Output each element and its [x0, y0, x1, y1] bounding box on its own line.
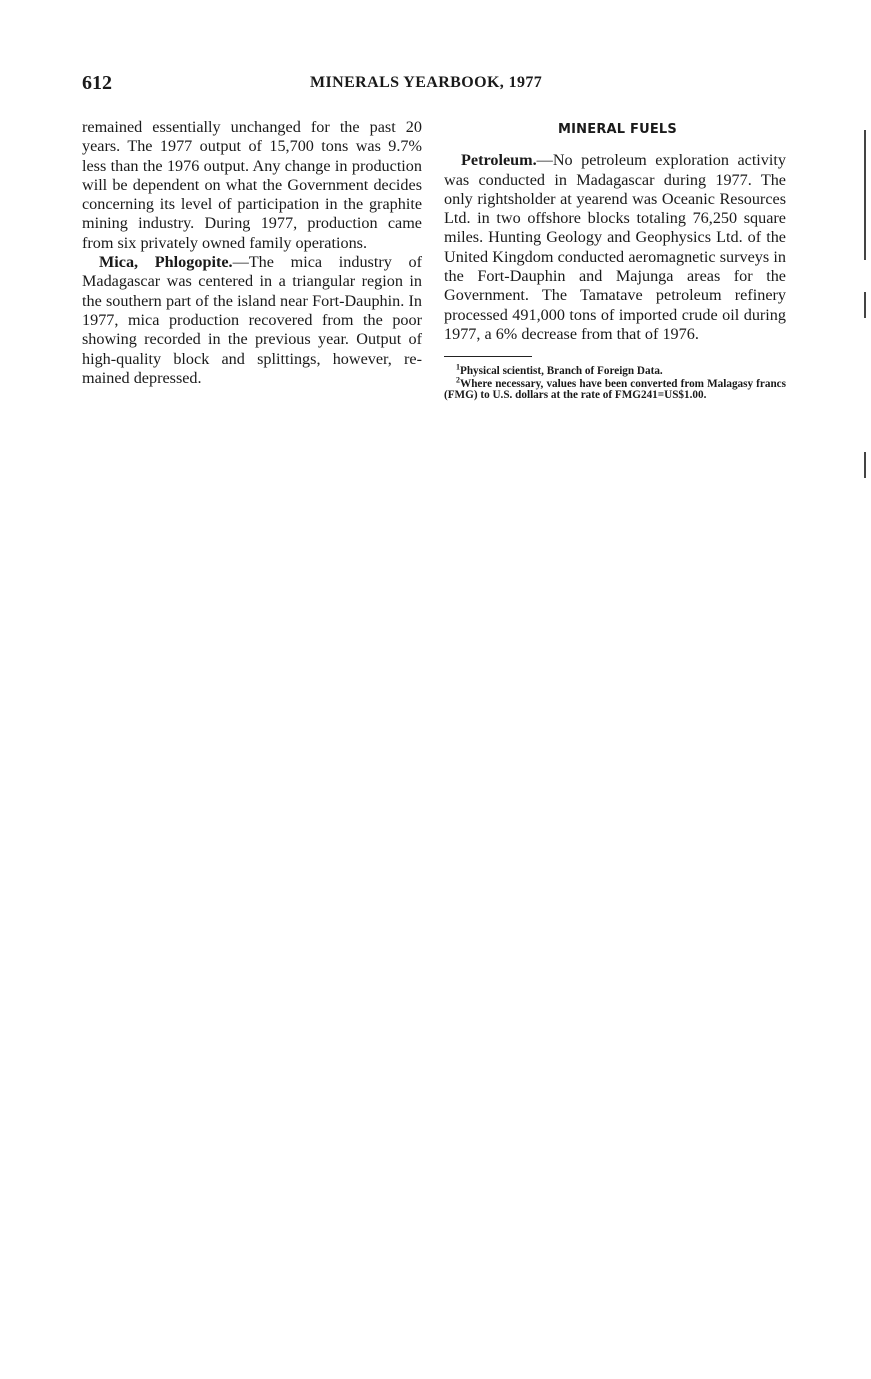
footnote-2-marker: 2: [456, 375, 460, 385]
petroleum-run-in-heading: Petroleum.: [461, 151, 537, 170]
footnote-2: [444, 375, 786, 402]
footnote-2-text: Where necessary, values have been converted from Malagasy francs (FMG) to U.S. dollars at the rate of FMG241=US$1.00.: [444, 377, 786, 402]
footnote-1-marker: 1: [456, 362, 460, 372]
mica-run-in-heading: Mica, Phlogopite.: [99, 253, 233, 272]
footnote-1: [444, 362, 786, 378]
left-column: [82, 118, 422, 388]
page-number: 612: [82, 72, 112, 94]
mica-paragraph-body: —The mica industry of Madagascar was centered in a triangular region in the southern part of the island near Fort-Dauphin. In 1977, mica production recovered from the poor showing recorded in the previous year. Output of high-quality block and splittings, however, remained depressed.: [82, 253, 422, 387]
footnotes: [444, 362, 786, 402]
scan-edge-mark: [864, 452, 866, 478]
running-title: MINERALS YEARBOOK, 1977: [310, 74, 543, 91]
petroleum-paragraph: [444, 151, 786, 344]
graphite-paragraph-continued: remained essentially unchanged for the past 20 years. The 1977 output of 15,700 tons was 9.7% less than the 1976 output. Any change in production will be dependent on what the Government decides concerning its level of participation in the graphite mining industry. During 1977, production came from six privately owned family operations.: [82, 118, 422, 252]
right-column: [444, 118, 786, 403]
section-heading-mineral-fuels: MINERAL FUELS: [558, 122, 677, 137]
petroleum-paragraph-body: —No petroleum exploration activity was conducted in Madagascar during 1977. The only rightsholder at yearend was Oceanic Resources Ltd. in two offshore blocks totaling 76,250 square miles. Hunting Geology and Geophysics Ltd. of the United Kingdom conducted aeromagnetic surveys in the Fort-Dauphin and Majunga areas for the Government. The Tamatave petroleum refinery processed 491,000 tons of imported crude oil during 1977, a 6% decrease from that of 1976.: [444, 151, 786, 343]
footnote-1-text: Physical scientist, Branch of Foreign Data.: [460, 365, 663, 378]
mica-paragraph: [82, 253, 422, 388]
footnote-rule: [444, 356, 532, 357]
scan-edge-mark: [864, 130, 866, 260]
scan-edge-mark: [864, 292, 866, 318]
